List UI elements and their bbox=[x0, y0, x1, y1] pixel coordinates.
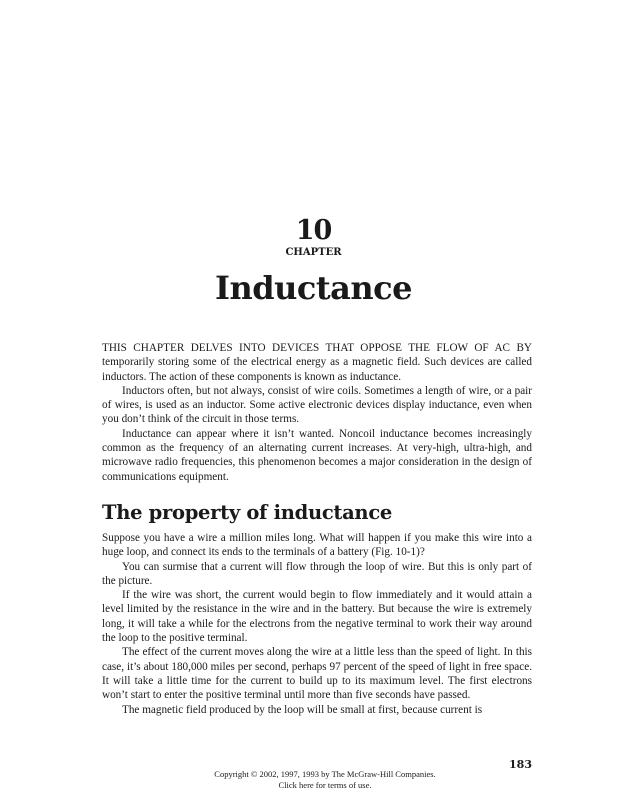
copyright-notice: Copyright © 2002, 1997, 1993 by The McGraw-Hill Companies. bbox=[214, 769, 436, 779]
section-heading: The property of inductance bbox=[102, 501, 392, 524]
chapter-title: Inductance bbox=[215, 269, 412, 307]
body-paragraph: You can surmise that a current will flow through the loop of wire. But this is only part of the picture. bbox=[102, 560, 532, 587]
body-paragraph: If the wire was short, the current would begin to flow immediately and it would attain a level limited by the resistance in the wire and in the battery. But because the wire is extremely long, it will take a while for the electrons from the negative terminal to work their way around the loop to the positive terminal. bbox=[102, 589, 532, 645]
body-paragraph: Suppose you have a wire a million miles long. What will happen if you make this wire into a huge loop, and connect its ends to the terminals of a battery (Fig. 10-1)? bbox=[102, 532, 532, 559]
body-paragraph: The effect of the current moves along the wire at a little less than the speed of light. In this case, it’s about 180,000 miles per second, perhaps 97 percent of the speed of light in free space. It will take a little time for the current to build up to its maximum level. The first electrons won’t start to enter the positive terminal until more than five seconds have passed. bbox=[102, 646, 532, 702]
intro-paragraph: Inductors often, but not always, consist of wire coils. Sometimes a length of wire, or a pair of wires, is used as an inductor. Some active electronic devices display inductance, even when you don’t think of the circuit in those terms. bbox=[102, 384, 532, 426]
terms-of-use-link[interactable]: Click here for terms of use. bbox=[278, 779, 372, 790]
section-body bbox=[102, 531, 532, 717]
intro-paragraph: Inductance can appear where it isn’t wanted. Noncoil inductance becomes increasingly common as the frequency of an alternating current increases. At very-high, ultra-high, and microwave radio frequencies, this phenomenon becomes a major consideration in the design of communications equipment. bbox=[102, 427, 532, 483]
body-paragraph: The magnetic field produced by the loop will be small at first, because current is bbox=[122, 703, 483, 716]
page-number: 183 bbox=[509, 758, 532, 771]
chapter-label: CHAPTER bbox=[285, 247, 342, 258]
copyright-footer bbox=[0, 769, 627, 790]
intro-text bbox=[102, 341, 532, 484]
chapter-number: 10 bbox=[295, 215, 332, 246]
intro-paragraph: THIS CHAPTER DELVES INTO DEVICES THAT OPPOSE THE FLOW OF AC BY temporarily storing some of the electrical energy as a magnetic field. Such devices are called inductors. The action of these components is known as inductance. bbox=[102, 342, 532, 383]
